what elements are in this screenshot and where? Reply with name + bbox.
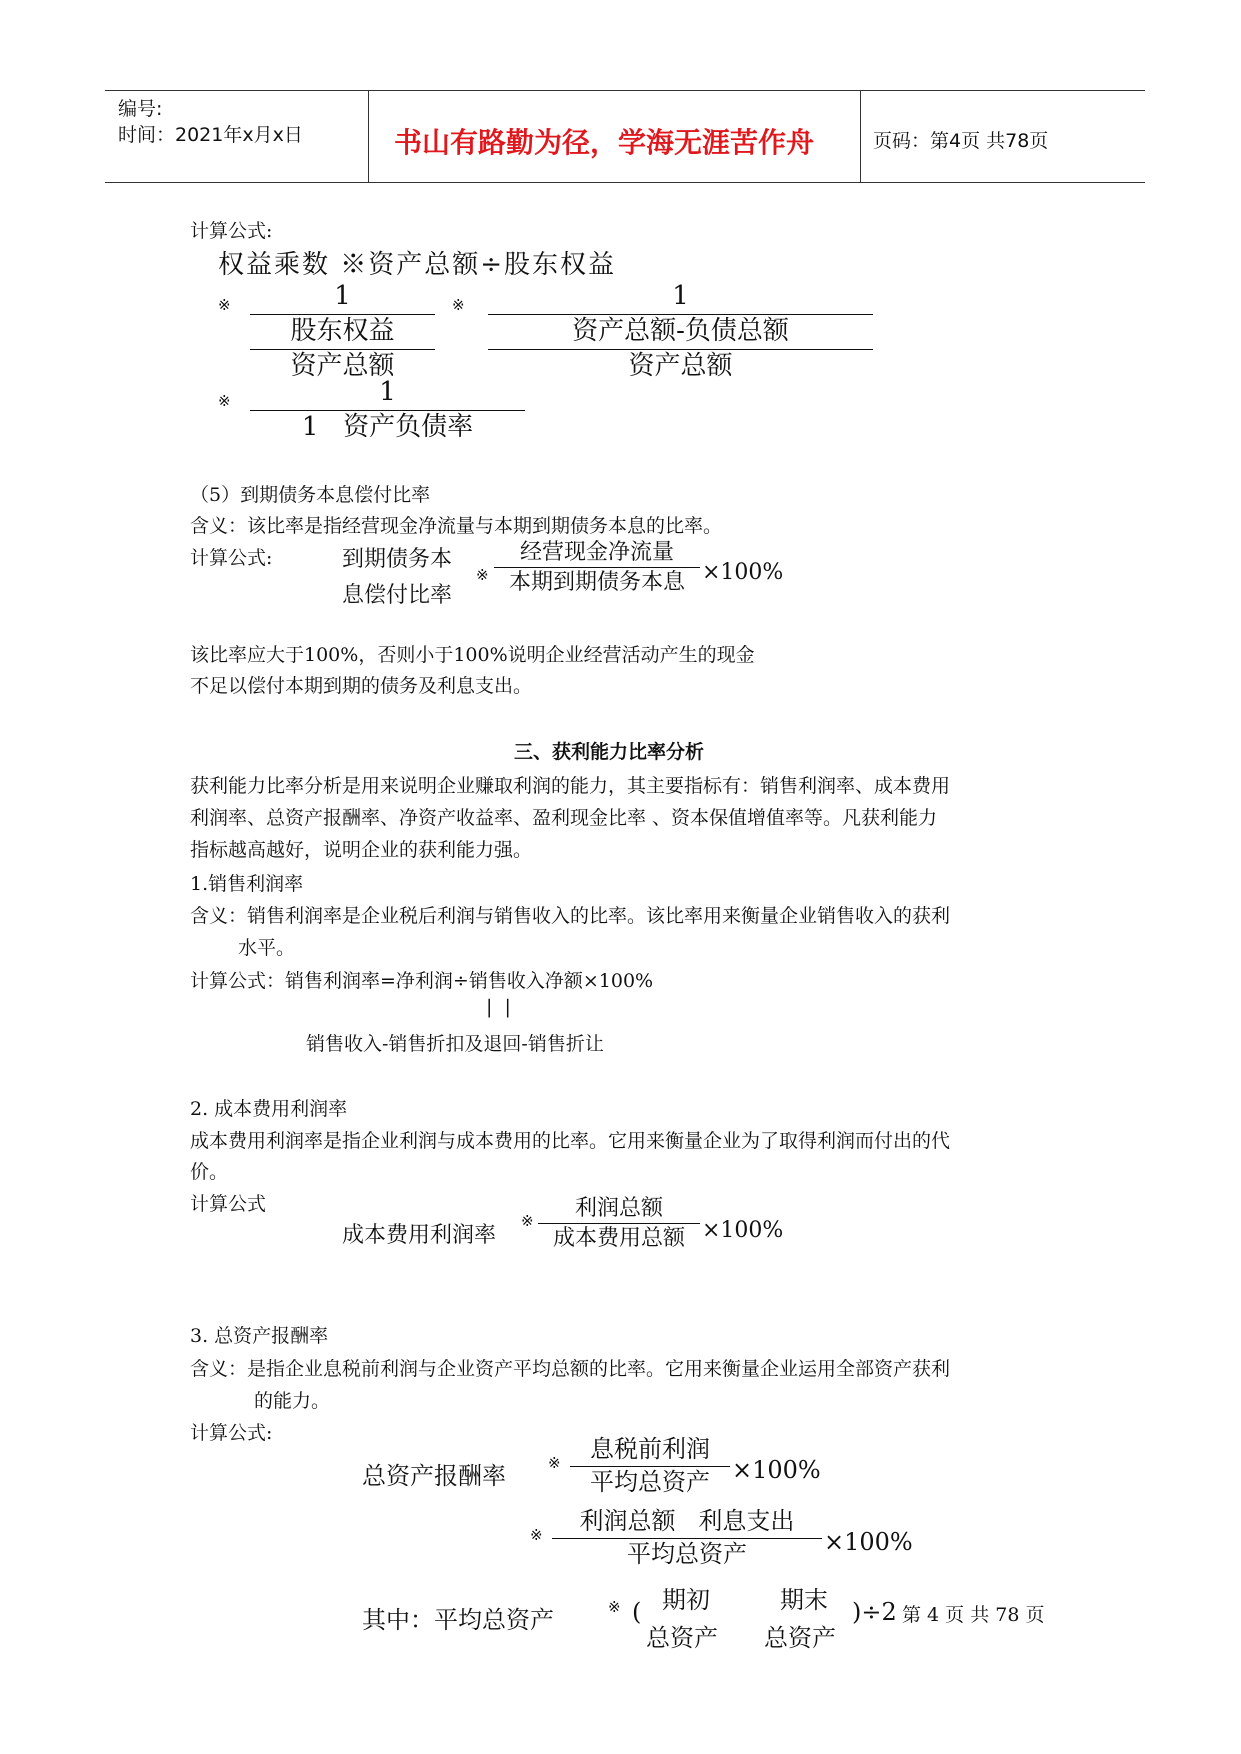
assets-bracket-2-bottom: 总资产 (764, 1624, 836, 1652)
fraction-denominator: 资产总额 (628, 350, 733, 381)
fraction-bar (488, 349, 873, 350)
header-bottom-rule (105, 182, 1145, 183)
fraction-bar (494, 567, 700, 568)
fraction-numerator: 1 (379, 377, 396, 407)
debt-times: ×100% (702, 560, 784, 585)
sales-meaning-2: 水平。 (238, 937, 296, 959)
debt-name-top: 到期债务本 (342, 547, 453, 572)
equals-symbol: ※ (530, 1526, 541, 1544)
equals-symbol: ※ (548, 1454, 559, 1472)
cost-heading: 2. 成本费用利润率 (190, 1098, 348, 1120)
sales-meaning-1: 含义：销售利润率是企业税后利润与销售收入的比率。该比率用来衡量企业销售收入的获利 (190, 905, 951, 927)
header-divider-right (860, 90, 861, 182)
sales-formula: 计算公式：销售利润率=净利润÷销售收入净额×100% (190, 970, 654, 992)
debt-meaning: 含义：该比率是指经营现金净流量与本期到期债务本息的比率。 (190, 515, 723, 537)
fraction-numerator: 利润总额 利息支出 (579, 1507, 795, 1535)
header-time: 时间：2021年x月x日 (118, 124, 303, 146)
section-intro-3: 指标越高越好，说明企业的获利能力强。 (190, 839, 533, 861)
fraction-denominator: 资产总额 (290, 350, 395, 381)
fraction-numerator: 利润总额 (574, 1196, 663, 1221)
footer-page: 第 4 页 共 78 页 (902, 1604, 1045, 1626)
fraction-bar (488, 314, 873, 315)
equity-fraction-3 (250, 378, 525, 443)
assets-bracket-2-top: 期末 (780, 1586, 828, 1614)
header-page: 页码：第4页 共78页 (873, 130, 1049, 152)
assets-meaning-2: 的能力。 (254, 1390, 331, 1412)
equals-symbol: ※ (218, 392, 229, 410)
sales-bars: | | (486, 996, 511, 1018)
cost-meaning-1: 成本费用利润率是指企业利润与成本费用的比率。它用来衡量企业为了取得利润而付出的代 (190, 1130, 951, 1152)
assets-meaning-1: 含义：是指企业息税前利润与企业资产平均总额的比率。它用来衡量企业运用全部资产获利 (190, 1358, 951, 1380)
section-intro-1: 获利能力比率分析是用来说明企业赚取利润的能力，其主要指标有：销售利润率、成本费用 (190, 775, 951, 797)
equity-fraction-2 (488, 282, 873, 382)
fraction-denominator: 本期到期债务本息 (508, 570, 685, 596)
header-motto: 书山有路勤为径，学海无涯苦作舟 (394, 126, 815, 159)
assets-fraction-2 (552, 1508, 822, 1568)
assets-where: 其中：平均总资产 (362, 1606, 554, 1634)
assets-bracket-1-top: 期初 (662, 1586, 710, 1614)
equals-symbol: ※ (608, 1598, 619, 1616)
cost-formula-label: 计算公式 (190, 1193, 267, 1215)
cost-fraction (538, 1196, 700, 1252)
debt-fraction (494, 540, 700, 596)
equals-symbol: ※ (476, 566, 487, 584)
fraction-denominator: 资产总额-负债总额 (572, 315, 789, 346)
header-top-rule (105, 90, 1145, 91)
equals-symbol: ※ (452, 296, 463, 314)
debt-note-2: 不足以偿付本期到期的债务及利息支出。 (190, 675, 533, 697)
debt-note-1: 该比率应大于100%，否则小于100%说明企业经营活动产生的现金 (190, 644, 755, 666)
assets-open-paren: ( (632, 1598, 642, 1626)
equals-symbol: ※ (218, 296, 229, 314)
fraction-numerator: 息税前利润 (590, 1435, 710, 1463)
assets-name: 总资产报酬率 (362, 1462, 506, 1490)
equals-symbol: ※ (521, 1212, 532, 1230)
sales-heading: 1.销售利润率 (190, 873, 304, 895)
fraction-denominator: 股东权益 (290, 315, 395, 346)
header-divider-left (368, 90, 369, 182)
header-code: 编号: (118, 98, 163, 120)
fraction-denominator: 平均总资产 (590, 1467, 710, 1496)
fraction-numerator: 1 (672, 281, 689, 311)
fraction-bar (538, 1223, 700, 1224)
fraction-bar (570, 1466, 730, 1467)
cost-name: 成本费用利润率 (342, 1223, 497, 1248)
assets-fraction-1 (570, 1436, 730, 1496)
assets-times-2: ×100% (824, 1528, 913, 1556)
fraction-denominator: 成本费用总额 (552, 1226, 685, 1252)
section-intro-2: 利润率、总资产报酬率、净资产收益率、盈利现金比率 、资本保值增值率等。凡获利能力 (190, 807, 938, 829)
assets-formula-label: 计算公式: (190, 1422, 273, 1444)
equity-line1: 权益乘数 ※资产总额÷股东权益 (218, 250, 617, 280)
assets-times-1: ×100% (732, 1456, 821, 1484)
fraction-bar (250, 349, 435, 350)
debt-formula-label: 计算公式: (190, 547, 273, 569)
assets-close-paren: )÷2 (852, 1598, 897, 1626)
debt-heading: （5）到期债务本息偿付比率 (190, 484, 431, 506)
assets-heading: 3. 总资产报酬率 (190, 1325, 329, 1347)
fraction-denominator: 1 资产负债率 (301, 411, 474, 442)
fraction-numerator: 1 (334, 281, 351, 311)
section-title: 三、获利能力比率分析 (514, 741, 705, 763)
cost-meaning-2: 价。 (190, 1161, 229, 1183)
fraction-denominator: 平均总资产 (627, 1539, 747, 1568)
assets-bracket-1-bottom: 总资产 (646, 1624, 718, 1652)
fraction-bar (250, 314, 435, 315)
equity-formula-label: 计算公式: (190, 220, 273, 242)
fraction-bar (552, 1538, 822, 1539)
debt-name-bottom: 息偿付比率 (342, 583, 453, 608)
sales-sub: 销售收入-销售折扣及退回-销售折让 (306, 1033, 604, 1055)
equity-fraction-1 (250, 282, 435, 382)
fraction-bar (250, 410, 525, 411)
fraction-numerator: 经营现金净流量 (519, 540, 674, 565)
cost-times: ×100% (702, 1218, 784, 1243)
